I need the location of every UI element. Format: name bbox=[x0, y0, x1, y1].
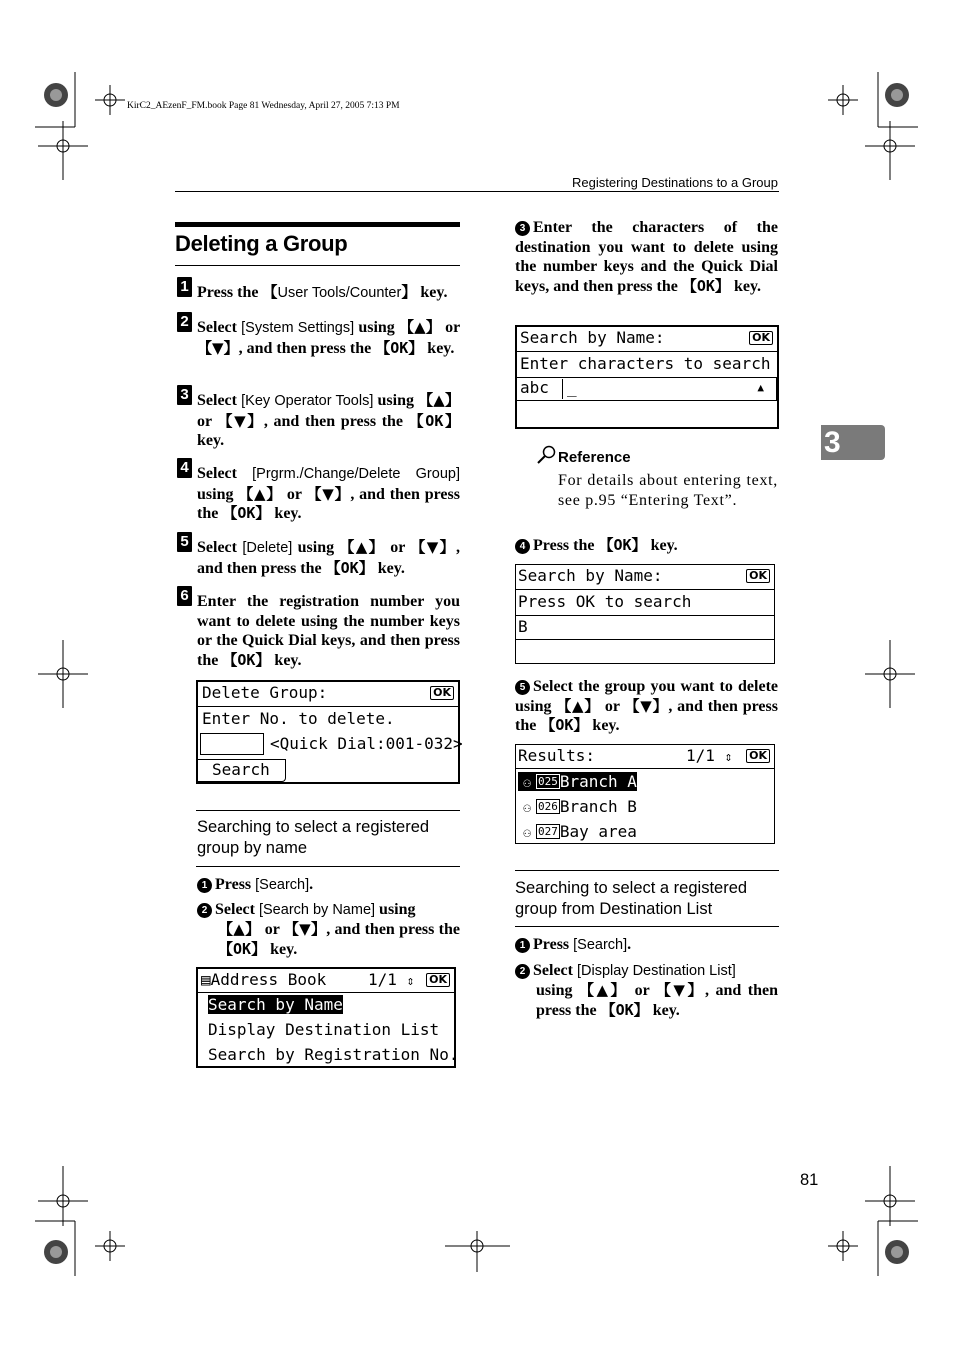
page-indicator: 1/1 bbox=[368, 970, 397, 989]
lcd-title: Results: bbox=[518, 746, 596, 765]
menu-item-display-destination-list[interactable]: Display Destination List bbox=[208, 1020, 440, 1039]
lcd-title: Delete Group: bbox=[202, 683, 328, 702]
lcd-search-by-name-confirm bbox=[515, 564, 775, 664]
lcd-address-book bbox=[196, 967, 459, 1068]
lcd-title: Address Book bbox=[210, 970, 327, 989]
lcd-hint: <Quick Dial:001-032> bbox=[270, 734, 463, 753]
number-input[interactable] bbox=[200, 733, 264, 755]
substep-a: 1 Press [Search]. bbox=[515, 935, 778, 956]
substep-c: 3 Enter the characters of the destination you want to delete using the number keys and the Quick Dial keys, and then press the 【OK】 key. bbox=[515, 219, 778, 295]
address-book-icon: ▤ bbox=[201, 970, 211, 989]
ok-badge: OK bbox=[746, 569, 770, 583]
title-rule bbox=[175, 265, 460, 266]
character-input[interactable] bbox=[517, 377, 777, 401]
lcd-line: Enter No. to delete. bbox=[202, 709, 395, 728]
search-button[interactable]: Search bbox=[198, 759, 286, 782]
step-icon: 2 bbox=[177, 312, 192, 332]
substep-b-cont: using 【▲】 or 【▼】, and then press the 【OK】 key. bbox=[536, 981, 778, 1019]
subsection-rule bbox=[515, 926, 779, 927]
file-meta: KirC2_AEzenF_FM.book Page 81 Wednesday, April 27, 2005 7:13 PM bbox=[127, 101, 400, 111]
reference-label: Reference bbox=[558, 449, 631, 466]
step-icon: 6 bbox=[177, 586, 192, 606]
substep-b: 2 Select [Display Destination List] bbox=[515, 961, 778, 982]
step-3: Select [Key Operator Tools] using 【▲】 or 【▼】, and then press the 【OK】 key. bbox=[197, 391, 460, 450]
result-row[interactable]: ⚇ 027 Bay area bbox=[518, 822, 774, 841]
group-icon: ⚇ bbox=[523, 801, 531, 816]
ok-badge: OK bbox=[430, 686, 454, 700]
header-rule bbox=[175, 191, 779, 192]
ok-badge: OK bbox=[426, 973, 450, 987]
chapter-tab: 3 bbox=[821, 425, 885, 460]
lcd-delete-group bbox=[196, 680, 463, 784]
scroll-up-icon: ▲ bbox=[757, 381, 764, 394]
page-indicator: 1/1 bbox=[686, 746, 715, 765]
step-icon: 1 bbox=[177, 277, 192, 297]
page-title: Deleting a Group bbox=[175, 231, 348, 256]
step-4: Select [Prgrm./Change/Delete Group] using 【▲】 or 【▼】, and then press the 【OK】 key. bbox=[197, 465, 460, 523]
title-bar bbox=[175, 222, 460, 227]
result-row[interactable]: ⚇ 025 Branch A bbox=[518, 772, 774, 791]
substep-d: 4 Press the 【OK】 key. bbox=[515, 536, 778, 556]
result-row[interactable]: ⚇ 026 Branch B bbox=[518, 797, 774, 816]
ok-badge: OK bbox=[749, 331, 773, 345]
step-icon: 3 bbox=[177, 385, 192, 405]
step-2: Select [System Settings] using 【▲】 or 【▼】, and then press the 【OK】 key. bbox=[197, 318, 460, 357]
substep-b-cont: 【▲】 or 【▼】, and then press the 【OK】 key. bbox=[218, 920, 460, 958]
subsection-rule bbox=[196, 810, 460, 811]
search-text[interactable]: B bbox=[518, 617, 528, 636]
group-icon: ⚇ bbox=[523, 776, 531, 791]
group-icon: ⚇ bbox=[523, 826, 531, 841]
page-number: 81 bbox=[800, 1171, 819, 1189]
magnifier-icon bbox=[537, 445, 557, 465]
input-mode: abc bbox=[520, 378, 549, 397]
text-cursor: _ bbox=[567, 378, 577, 397]
subsection-rule bbox=[196, 866, 460, 867]
lcd-line: Press OK to search bbox=[518, 592, 692, 611]
lcd-search-by-name-input bbox=[515, 325, 779, 429]
lcd-title: Search by Name: bbox=[520, 328, 665, 347]
lcd-line: Enter characters to search bbox=[520, 354, 771, 373]
step-icon: 4 bbox=[177, 458, 192, 478]
substep-b: 2 Select [Search by Name] using bbox=[197, 900, 460, 921]
scroll-arrows-icon: ⇕ bbox=[724, 750, 733, 765]
substep-e: 5 Select the group you want to delete using 【▲】 or 【▼】, and then press the 【OK】 key. bbox=[515, 678, 778, 735]
lcd-title: Search by Name: bbox=[518, 566, 663, 585]
menu-item-search-by-name[interactable]: Search by Name bbox=[208, 995, 343, 1014]
step-6: Enter the registration number you want to delete using the number keys or the Quick Dial keys, and then press the 【OK】 key. bbox=[197, 593, 460, 669]
subsection-heading: Searching to select a registered group by name bbox=[197, 818, 430, 857]
reference-text: For details about entering text, see p.95 “Entering Text”. bbox=[558, 472, 778, 509]
running-head: Registering Destinations to a Group bbox=[572, 175, 778, 190]
subsection-rule bbox=[515, 870, 779, 871]
ok-badge: OK bbox=[746, 749, 770, 763]
step-1: Press the 【User Tools/Counter】 key. bbox=[197, 283, 448, 301]
substep-a: 1 Press [Search]. bbox=[197, 875, 460, 896]
step-5: Select [Delete] using 【▲】 or 【▼】, and then press the 【OK】 key. bbox=[197, 538, 460, 577]
scroll-arrows-icon: ⇕ bbox=[406, 974, 415, 989]
subsection-heading: Searching to select a registered group from Destination List bbox=[515, 879, 748, 918]
lcd-results bbox=[515, 744, 775, 844]
step-icon: 5 bbox=[177, 532, 192, 552]
menu-item-search-by-registration[interactable]: Search by Registration No. bbox=[208, 1045, 459, 1064]
